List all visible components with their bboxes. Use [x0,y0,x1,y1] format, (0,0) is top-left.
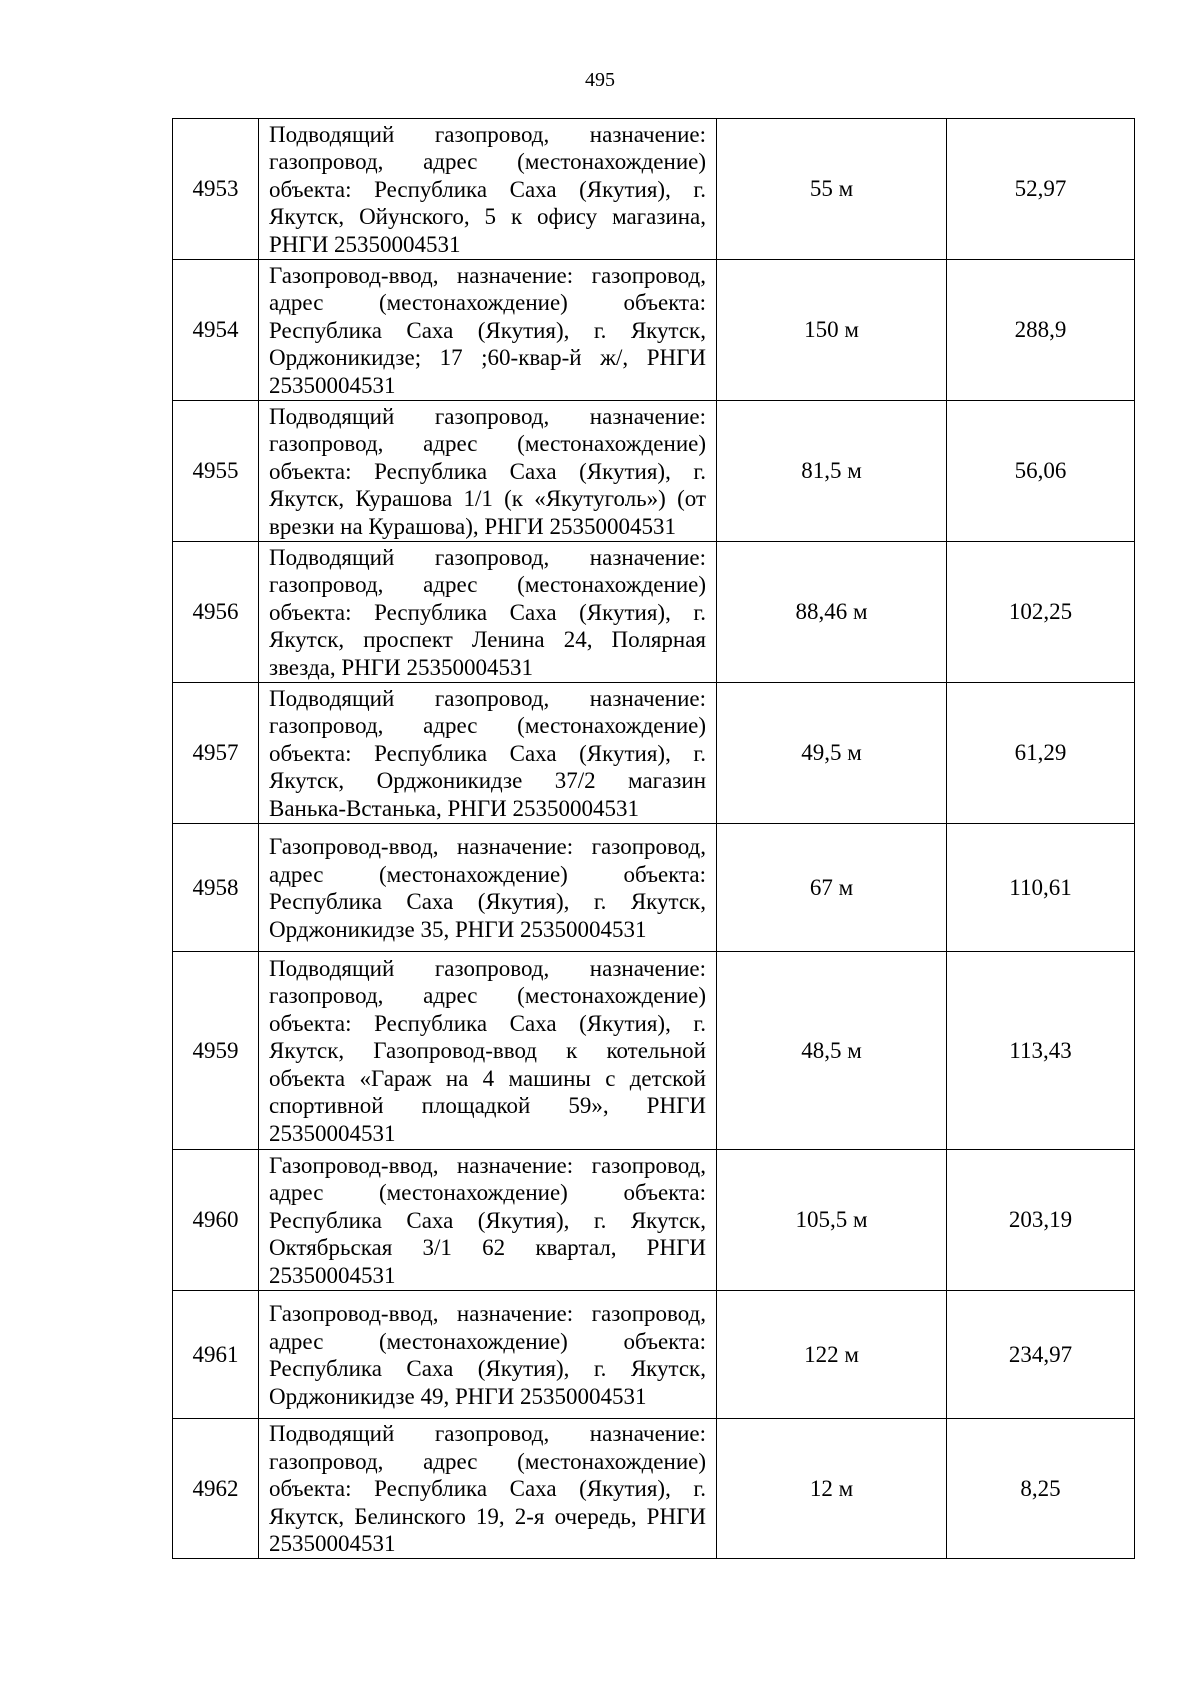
object-length: 81,5 м [717,401,947,542]
object-length: 150 м [717,260,947,401]
row-number: 4957 [173,683,259,824]
row-number: 4958 [173,824,259,952]
object-length: 105,5 м [717,1150,947,1291]
object-description: Подводящий газопровод, назначение: газопровод, адрес (местонахождение) объекта: Республика Саха (Якутия), г. Якутск, проспект Ленина 24, Полярная звезда, РНГИ 25350004531 [259,542,717,683]
object-length: 122 м [717,1291,947,1419]
row-number: 4961 [173,1291,259,1419]
object-value: 8,25 [947,1419,1135,1559]
object-description: Подводящий газопровод, назначение: газопровод, адрес (местонахождение) объекта: Республика Саха (Якутия), г. Якутск, Орджоникидзе 37/2 магазин Ванька-Встанька, РНГИ 25350004531 [259,683,717,824]
table-row [173,1419,1135,1559]
table-row [173,401,1135,542]
object-description: Подводящий газопровод, назначение: газопровод, адрес (местонахождение) объекта: Республика Саха (Якутия), г. Якутск, Курашова 1/1 (к «Якутуголь») (от врезки на Курашова), РНГИ 25350004531 [259,401,717,542]
object-description: Подводящий газопровод, назначение: газопровод, адрес (местонахождение) объекта: Республика Саха (Якутия), г. Якутск, Белинского 19, 2-я очередь, РНГИ 25350004531 [259,1419,717,1559]
object-value: 52,97 [947,119,1135,260]
row-number: 4962 [173,1419,259,1559]
object-value: 61,29 [947,683,1135,824]
row-number: 4953 [173,119,259,260]
table-row [173,1291,1135,1419]
page-number: 495 [585,69,615,91]
object-length: 48,5 м [717,952,947,1150]
table-row [173,683,1135,824]
object-value: 102,25 [947,542,1135,683]
object-length: 49,5 м [717,683,947,824]
object-description: Подводящий газопровод, назначение: газопровод, адрес (местонахождение) объекта: Республика Саха (Якутия), г. Якутск, Газопровод-ввод к котельной объекта «Гараж на 4 машины с детской спортивной площадкой 59», РНГИ 25350004531 [259,952,717,1150]
object-description: Газопровод-ввод, назначение: газопровод, адрес (местонахождение) объекта: Республика Саха (Якутия), г. Якутск, Орджоникидзе; 17 ;60-квар-й ж/, РНГИ 25350004531 [259,260,717,401]
row-number: 4956 [173,542,259,683]
row-number: 4960 [173,1150,259,1291]
property-registry-table [172,118,1135,1559]
table-row [173,1150,1135,1291]
object-length: 12 м [717,1419,947,1559]
object-description: Подводящий газопровод, назначение: газопровод, адрес (местонахождение) объекта: Республика Саха (Якутия), г. Якутск, Ойунского, 5 к офису магазина, РНГИ 25350004531 [259,119,717,260]
object-length: 67 м [717,824,947,952]
object-value: 56,06 [947,401,1135,542]
object-length: 88,46 м [717,542,947,683]
object-value: 110,61 [947,824,1135,952]
object-length: 55 м [717,119,947,260]
table-row [173,260,1135,401]
object-value: 203,19 [947,1150,1135,1291]
object-value: 288,9 [947,260,1135,401]
object-description: Газопровод-ввод, назначение: газопровод, адрес (местонахождение) объекта: Республика Саха (Якутия), г. Якутск, Орджоникидзе 35, РНГИ 25350004531 [259,824,717,952]
row-number: 4954 [173,260,259,401]
object-description: Газопровод-ввод, назначение: газопровод, адрес (местонахождение) объекта: Республика Саха (Якутия), г. Якутск, Орджоникидзе 49, РНГИ 25350004531 [259,1291,717,1419]
table-row [173,119,1135,260]
table-row [173,542,1135,683]
row-number: 4959 [173,952,259,1150]
object-value: 234,97 [947,1291,1135,1419]
table-row [173,824,1135,952]
table-row [173,952,1135,1150]
row-number: 4955 [173,401,259,542]
object-value: 113,43 [947,952,1135,1150]
object-description: Газопровод-ввод, назначение: газопровод, адрес (местонахождение) объекта: Республика Саха (Якутия), г. Якутск, Октябрьская 3/1 62 квартал, РНГИ 25350004531 [259,1150,717,1291]
